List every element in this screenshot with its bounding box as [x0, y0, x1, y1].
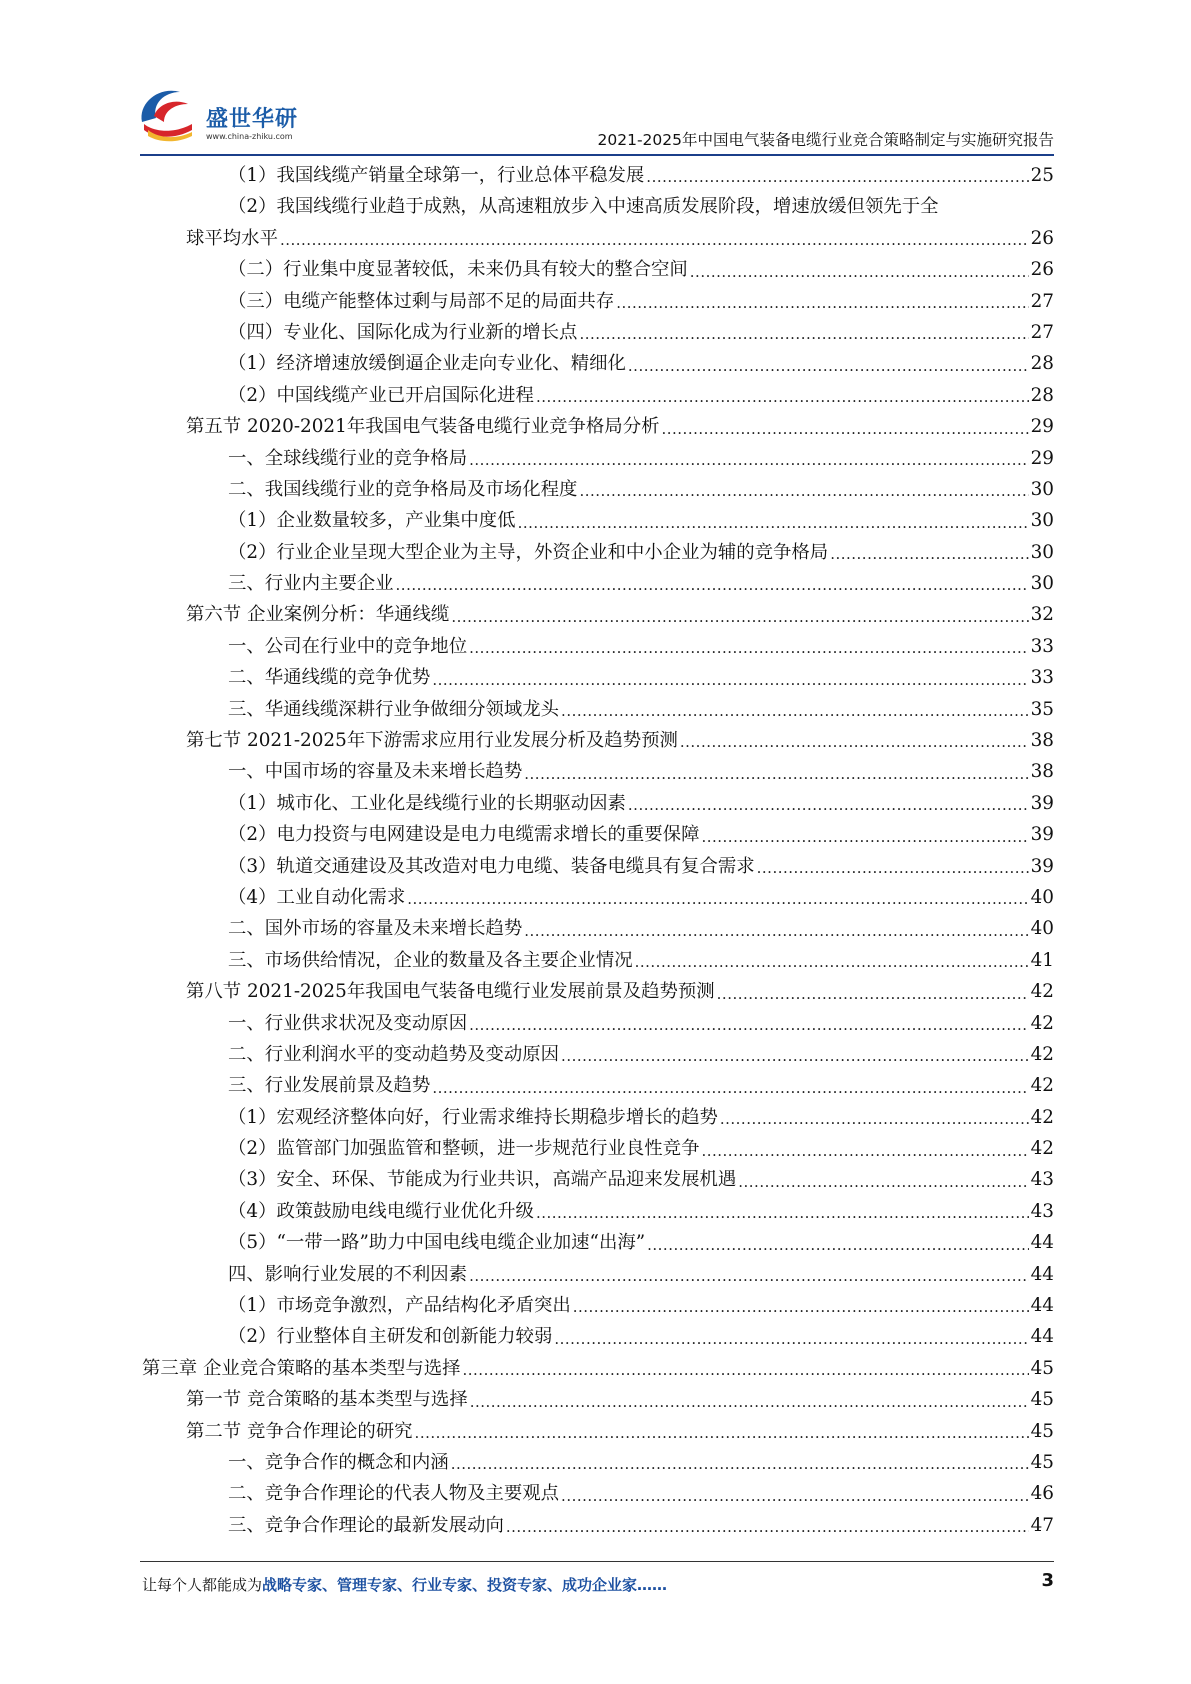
toc-entry[interactable] — [142, 1290, 1054, 1321]
toc-entry-title: （5）“一带一路”助力中国电线电缆企业加速“出海” — [228, 1232, 646, 1254]
toc-entry[interactable] — [142, 1165, 1054, 1196]
toc-entry-title: （1）我国线缆产销量全球第一，行业总体平稳发展 — [228, 164, 645, 186]
toc-entry-title: 三、竞争合作理论的最新发展动向 — [228, 1514, 504, 1536]
toc-page-number: 45 — [1030, 1420, 1054, 1442]
toc-entry-line[interactable]: （2）我国线缆行业趋于成熟，从高速粗放步入中速高质发展阶段，增速放缓但领先于全 — [228, 196, 939, 218]
toc-entry[interactable] — [142, 1008, 1054, 1039]
toc-page-number: 30 — [1030, 510, 1054, 532]
toc-dot-leader — [738, 1168, 1028, 1196]
toc-entry[interactable] — [142, 160, 1054, 191]
toc-entry-title: （3）安全、环保、节能成为行业共识，高端产品迎来发展机遇 — [228, 1169, 737, 1191]
toc-page-number: 29 — [1030, 416, 1054, 438]
toc-page-number: 42 — [1030, 981, 1054, 1003]
toc-entry[interactable] — [142, 286, 1054, 317]
toc-entry-title: （2）中国线缆产业已开启国际化进程 — [228, 384, 534, 406]
toc-page-number: 42 — [1030, 1043, 1054, 1065]
toc-entry[interactable] — [142, 631, 1054, 662]
toc-dot-leader — [536, 383, 1029, 411]
toc-dot-leader — [720, 1105, 1029, 1133]
toc-entry[interactable] — [142, 1447, 1054, 1478]
toc-entry[interactable] — [142, 1384, 1054, 1415]
document-title: 2021-2025年中国电气装备电缆行业竞合策略制定与实施研究报告 — [597, 131, 1054, 149]
logo-mark-icon — [134, 82, 204, 144]
toc-page-number: 38 — [1030, 761, 1054, 783]
toc-entry[interactable] — [142, 1070, 1054, 1101]
toc-page-number: 40 — [1030, 886, 1054, 908]
toc-entry[interactable] — [142, 411, 1054, 442]
toc-entry-title: 第八节 2021-2025年我国电气装备电缆行业发展前景及趋势预测 — [186, 981, 715, 1003]
footer-slogan-lead: 让每个人都能成为 — [142, 1576, 263, 1594]
toc-entry[interactable] — [142, 1102, 1054, 1133]
toc-entry-title: 三、市场供给情况，企业的数量及各主要企业情况 — [228, 949, 633, 971]
toc-dot-leader — [830, 540, 1028, 568]
toc-entry[interactable] — [142, 254, 1054, 285]
toc-entry[interactable] — [142, 317, 1054, 348]
toc-page-number: 40 — [1030, 918, 1054, 940]
toc-entry[interactable] — [142, 1353, 1054, 1384]
toc-entry-title: 一、竞争合作的概念和内涵 — [228, 1452, 449, 1473]
toc-dot-leader — [573, 1293, 1029, 1321]
toc-dot-leader — [469, 446, 1029, 474]
toc-entry[interactable] — [142, 599, 1054, 630]
toc-entry[interactable] — [142, 1196, 1054, 1227]
toc-page-number: 33 — [1030, 635, 1054, 657]
toc-entry-title: 三、行业发展前景及趋势 — [228, 1075, 431, 1097]
toc-entry[interactable] — [142, 694, 1054, 725]
toc-dot-leader — [470, 1388, 1029, 1416]
toc-page-number: 45 — [1030, 1357, 1054, 1379]
toc-entry-title: 第五节 2020-2021年我国电气装备电缆行业竞争格局分析 — [186, 416, 660, 438]
toc-entry-title: 二、行业利润水平的变动趋势及变动原因 — [228, 1043, 560, 1065]
toc-entry-title: 一、行业供求状况及变动原因 — [228, 1012, 468, 1034]
toc-entry[interactable] — [142, 1259, 1054, 1290]
toc-dot-leader — [469, 1262, 1029, 1290]
toc-entry-title: （4）工业自动化需求 — [228, 886, 406, 908]
page-number: 3 — [1041, 1570, 1054, 1591]
toc-dot-leader — [451, 603, 1028, 631]
toc-dot-leader — [561, 697, 1029, 725]
toc-page-number: 46 — [1030, 1483, 1054, 1505]
toc-entry[interactable] — [142, 1478, 1054, 1509]
toc-entry-title: （2）电力投资与电网建设是电力电缆需求增长的重要保障 — [228, 824, 700, 846]
logo-url: www.china-zhiku.com — [206, 132, 293, 141]
toc-entry-title: 二、竞争合作理论的代表人物及主要观点 — [228, 1483, 560, 1505]
toc-dot-leader — [701, 1137, 1028, 1165]
toc-entry[interactable] — [142, 1321, 1054, 1352]
toc-dot-leader — [432, 666, 1028, 694]
toc-dot-leader — [506, 1513, 1029, 1541]
footer-slogan-highlight: 战略专家、管理专家、行业专家、投资专家、成功企业家…… — [262, 1576, 668, 1594]
toc-entry[interactable] — [142, 1416, 1054, 1447]
toc-entry-title: 三、华通线缆深耕行业争做细分领域龙头 — [228, 698, 560, 720]
toc-page-number: 39 — [1030, 824, 1054, 846]
toc-page-number: 26 — [1030, 259, 1054, 281]
toc-entry[interactable] — [142, 537, 1054, 568]
toc-dot-leader — [396, 571, 1029, 599]
toc-dot-leader — [690, 258, 1029, 286]
toc-page-number: 44 — [1030, 1232, 1054, 1254]
toc-page-number: 30 — [1030, 541, 1054, 563]
toc-entry[interactable] — [142, 851, 1054, 882]
toc-entry-title: （1）宏观经济整体向好，行业需求维持长期稳步增长的趋势 — [228, 1106, 718, 1128]
toc-entry-title: 二、国外市场的容量及未来增长趋势 — [228, 918, 523, 940]
toc-entry-title: （2）行业企业呈现大型企业为主导，外资企业和中小企业为辅的竞争格局 — [228, 541, 829, 563]
toc-entry-title: （2）行业整体自主研发和创新能力较弱 — [228, 1326, 553, 1348]
toc-page-number: 42 — [1030, 1012, 1054, 1034]
toc-page-number: 29 — [1030, 447, 1054, 469]
toc-entry[interactable] — [142, 788, 1054, 819]
toc-entry[interactable] — [142, 913, 1054, 944]
toc-page-number: 28 — [1030, 384, 1054, 406]
toc-dot-leader — [469, 634, 1029, 662]
toc-dot-leader — [561, 1482, 1029, 1510]
toc-entry-title: 第一节 竞合策略的基本类型与选择 — [186, 1389, 468, 1411]
toc-page-number: 30 — [1030, 478, 1054, 500]
toc-page-number: 43 — [1030, 1200, 1054, 1222]
toc-page-number: 35 — [1030, 698, 1054, 720]
toc-entry-title: 一、全球线缆行业的竞争格局 — [228, 447, 468, 469]
toc-entry-title: （3）轨道交通建设及其改造对电力电缆、装备电缆具有复合需求 — [228, 855, 755, 877]
toc-entry[interactable] — [142, 348, 1054, 379]
toc-dot-leader — [635, 948, 1029, 976]
toc-entry-title: 二、我国线缆行业的竞争格局及市场化程度 — [228, 478, 578, 500]
toc-page-number: 25 — [1030, 164, 1054, 186]
footer-slogan — [142, 1574, 667, 1595]
toc-dot-leader — [757, 854, 1029, 882]
toc-entry-title: 一、公司在行业中的竞争地位 — [228, 635, 468, 657]
toc-entry-title: （三）电缆产能整体过剩与局部不足的局面共存 — [228, 290, 615, 312]
toc-dot-leader — [554, 1325, 1028, 1353]
toc-entry[interactable] — [142, 223, 1054, 254]
toc-dot-leader — [561, 1042, 1029, 1070]
toc-entry-title: （4）政策鼓励电线电缆行业优化升级 — [228, 1200, 534, 1222]
toc-page-number: 38 — [1030, 730, 1054, 752]
toc-dot-leader — [701, 823, 1028, 851]
toc-entry-title: 一、中国市场的容量及未来增长趋势 — [228, 761, 523, 783]
footer-divider — [140, 1561, 1054, 1562]
toc-entry-title: 二、华通线缆的竞争优势 — [228, 667, 431, 689]
toc-page-number: 39 — [1030, 792, 1054, 814]
toc-dot-leader — [463, 1356, 1029, 1384]
toc-entry-title: （1）经济增速放缓倒逼企业走向专业化、精细化 — [228, 353, 626, 375]
toc-entry-title: （四）专业化、国际化成为行业新的增长点 — [228, 321, 578, 343]
toc-entry[interactable] — [142, 1039, 1054, 1070]
toc-entry-title: （1）市场竞争激烈，产品结构化矛盾突出 — [228, 1295, 571, 1317]
toc-entry-title: 四、影响行业发展的不利因素 — [228, 1263, 468, 1285]
toc-entry[interactable] — [142, 662, 1054, 693]
table-of-contents — [142, 160, 1054, 1541]
toc-page-number: 44 — [1030, 1295, 1054, 1317]
toc-entry[interactable] — [142, 1510, 1054, 1541]
toc-entry-title: （1）企业数量较多，产业集中度低 — [228, 510, 516, 532]
toc-page-number: 28 — [1030, 353, 1054, 375]
toc-entry-title: 第七节 2021-2025年下游需求应用行业发展分析及趋势预测 — [186, 730, 678, 752]
toc-page-number: 45 — [1030, 1389, 1054, 1411]
toc-entry[interactable] — [142, 380, 1054, 411]
toc-page-number: 32 — [1030, 604, 1054, 626]
page-header — [140, 78, 1054, 152]
toc-entry-title: 第二节 竞争合作理论的研究 — [186, 1420, 413, 1442]
toc-entry-title: （2）监管部门加强监管和整顿，进一步规范行业良性竞争 — [228, 1138, 700, 1160]
toc-entry-title: 第三章 企业竞合策略的基本类型与选择 — [142, 1357, 461, 1379]
toc-dot-leader — [524, 760, 1028, 788]
toc-dot-leader — [628, 352, 1029, 380]
toc-entry-title: （二）行业集中度显著较低，未来仍具有较大的整合空间 — [228, 259, 688, 281]
company-logo — [140, 78, 340, 148]
toc-entry[interactable] — [142, 725, 1054, 756]
toc-entry[interactable] — [142, 819, 1054, 850]
toc-dot-leader — [536, 1199, 1029, 1227]
toc-dot-leader — [469, 1011, 1029, 1039]
toc-dot-leader — [280, 226, 1029, 254]
toc-page-number: 27 — [1030, 290, 1054, 312]
toc-entry[interactable] — [142, 568, 1054, 599]
toc-dot-leader — [647, 1231, 1028, 1259]
header-divider — [140, 154, 1054, 156]
toc-entry-title: （1）城市化、工业化是线缆行业的长期驱动因素 — [228, 792, 626, 814]
toc-dot-leader — [524, 917, 1028, 945]
toc-entry[interactable] — [142, 443, 1054, 474]
toc-dot-leader — [518, 509, 1029, 537]
toc-dot-leader — [616, 289, 1028, 317]
toc-page-number: 33 — [1030, 667, 1054, 689]
toc-entry-title: 第六节 企业案例分析：华通线缆 — [186, 604, 450, 626]
toc-page-number: 42 — [1030, 1075, 1054, 1097]
toc-dot-leader — [579, 320, 1028, 348]
toc-page-number: 44 — [1030, 1326, 1054, 1348]
toc-entry[interactable] — [142, 505, 1054, 536]
toc-page-number: 47 — [1030, 1514, 1054, 1536]
toc-dot-leader — [680, 728, 1029, 756]
toc-dot-leader — [628, 791, 1029, 819]
toc-entry[interactable] — [142, 756, 1054, 787]
toc-dot-leader — [432, 1074, 1028, 1102]
toc-dot-leader — [661, 415, 1028, 443]
toc-page-number: 42 — [1030, 1138, 1054, 1160]
toc-entry[interactable] — [142, 1227, 1054, 1258]
toc-page-number: 45 — [1030, 1452, 1054, 1473]
logo-name: 盛世华研 — [206, 107, 299, 132]
toc-entry[interactable] — [142, 976, 1054, 1007]
toc-page-number: 26 — [1030, 227, 1054, 249]
toc-entry[interactable] — [142, 474, 1054, 505]
toc-dot-leader — [415, 1419, 1029, 1447]
toc-dot-leader — [407, 885, 1028, 913]
toc-page-number: 44 — [1030, 1263, 1054, 1285]
toc-dot-leader — [579, 477, 1028, 505]
toc-page-number: 27 — [1030, 321, 1054, 343]
toc-page-number: 43 — [1030, 1169, 1054, 1191]
toc-dot-leader — [646, 163, 1028, 191]
toc-dot-leader — [451, 1450, 1029, 1478]
toc-page-number: 42 — [1030, 1106, 1054, 1128]
toc-page-number: 30 — [1030, 573, 1054, 595]
toc-entry[interactable] — [142, 945, 1054, 976]
toc-page-number: 41 — [1030, 949, 1054, 971]
toc-dot-leader — [717, 980, 1029, 1008]
toc-entry[interactable] — [142, 882, 1054, 913]
toc-page-number: 39 — [1030, 855, 1054, 877]
toc-entry[interactable] — [142, 1133, 1054, 1164]
toc-entry-title: 球平均水平 — [186, 227, 278, 249]
toc-entry-title: 三、行业内主要企业 — [228, 573, 394, 595]
